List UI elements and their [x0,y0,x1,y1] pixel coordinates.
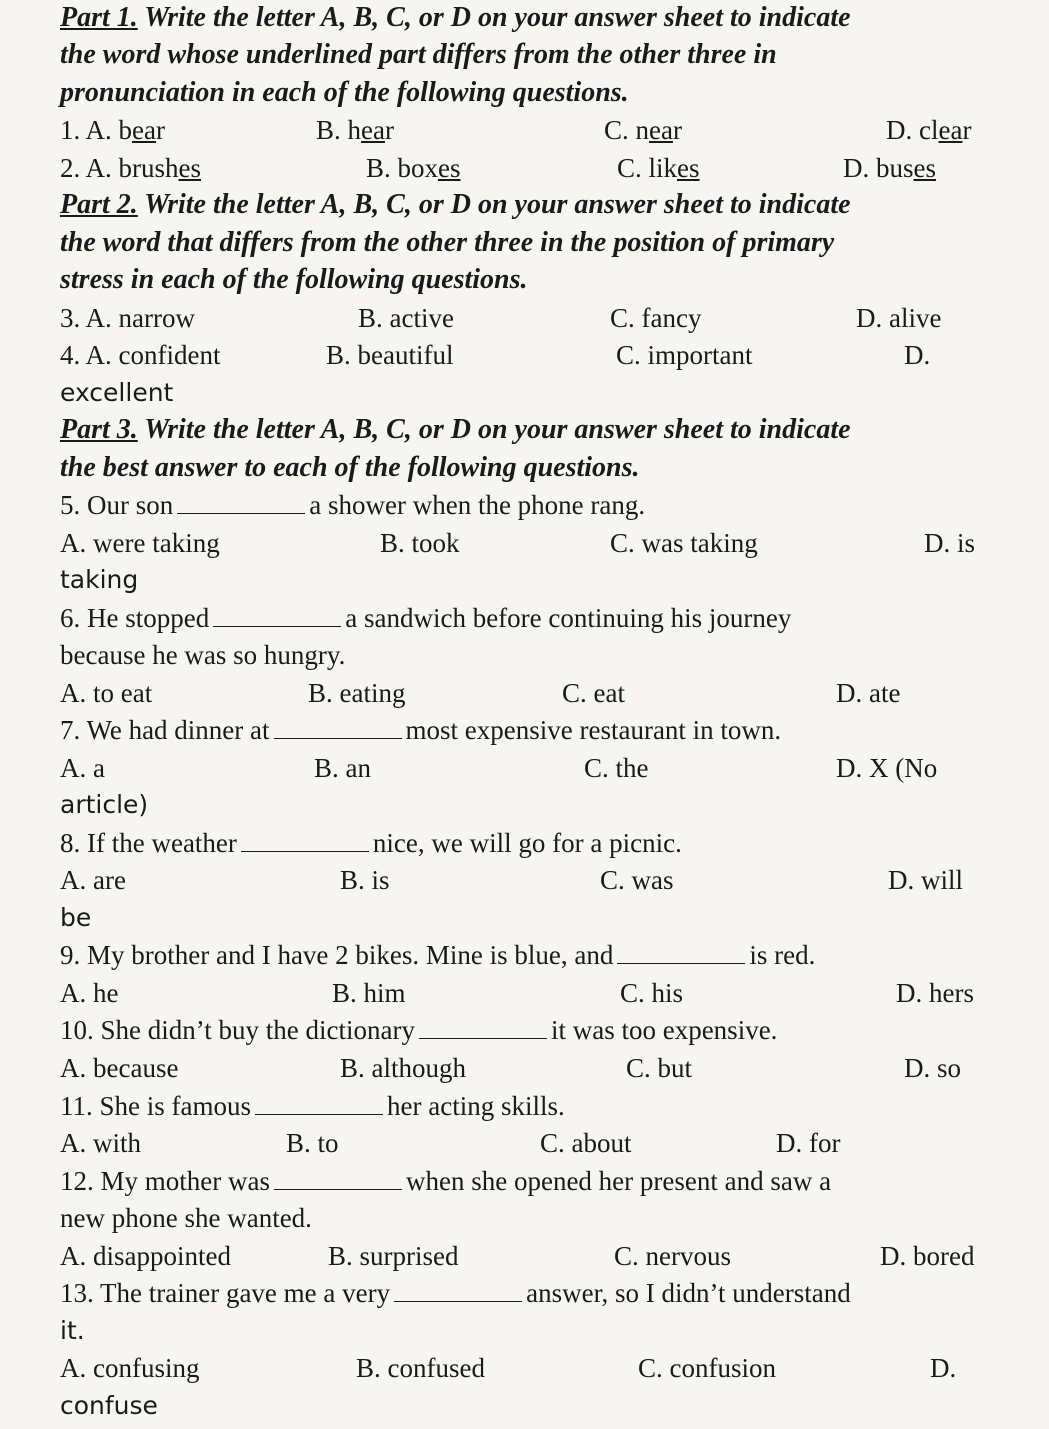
q13-pre: 13. The trainer gave me a very [60,1278,391,1308]
q11-option-d[interactable]: D. for [776,1128,841,1158]
part1-heading-line2: the word whose underlined part differs from the other three in [60,39,777,70]
q13-post: answer, so I didn’t understand [526,1278,851,1308]
q5-post: a shower when the phone rang. [309,490,646,520]
q7-option-c[interactable]: C. the [584,753,649,783]
q8-option-b[interactable]: B. is [340,865,390,895]
q1-a-post: r [155,115,165,145]
q11-pre: 11. She is famous [60,1091,251,1121]
q10-stem [60,1012,777,1048]
part1-label: Part 1. [60,2,138,33]
q5-option-d-wrap: taking [60,565,139,594]
q1-option-c[interactable] [604,112,682,148]
q6-stem-cont: because he was so hungry. [60,640,346,670]
q10-blank[interactable] [419,1016,547,1039]
part2-label: Part 2. [60,189,138,220]
q4-option-a[interactable]: 4. A. confident [60,340,221,370]
q10-option-c[interactable]: C. but [626,1053,693,1083]
q8-option-a[interactable]: A. are [60,865,126,895]
q3-option-d[interactable]: D. alive [856,303,942,333]
part3-label: Part 3. [60,414,138,445]
q7-pre: 7. We had dinner at [60,715,270,745]
q13-stem-cont: it. [60,1316,85,1345]
q9-pre: 9. My brother and I have 2 bikes. Mine is blue, and [60,940,614,970]
q1-b-pre: B. h [316,115,362,145]
q9-option-d[interactable]: D. hers [896,978,974,1008]
q6-pre: 6. He stopped [60,603,210,633]
q7-option-b[interactable]: B. an [314,753,371,783]
part3-heading-line1 [60,412,851,448]
q6-option-b[interactable]: B. eating [308,678,406,708]
q12-option-a[interactable]: A. disappointed [60,1241,231,1271]
q4-option-b[interactable]: B. beautiful [326,340,454,370]
q1-d-underlined: ea [938,115,963,145]
q8-option-d-wrap: be [60,903,92,932]
q6-stem [60,600,791,636]
q8-option-c[interactable]: C. was [600,865,674,895]
q2-a-underlined: es [178,153,202,183]
q3-option-b[interactable]: B. active [358,303,454,333]
q9-blank[interactable] [617,941,745,964]
q1-a-pre: A. b [85,115,133,145]
q9-option-c[interactable]: C. his [620,978,684,1008]
q7-option-d[interactable]: D. X (No [836,753,938,783]
q10-pre: 10. She didn’t buy the dictionary [60,1015,415,1045]
q12-stem-cont: new phone she wanted. [60,1203,312,1233]
q1-b-post: r [384,115,394,145]
q9-stem [60,937,815,973]
q2-b-underlined: es [438,153,461,183]
part2-heading-line3: stress in each of the following questions. [60,264,528,295]
q12-pre: 12. My mother was [60,1166,270,1196]
q5-blank[interactable] [177,491,305,514]
q7-stem [60,712,781,748]
part1-heading-line1 [60,0,851,36]
q1-c-pre: C. n [604,115,650,145]
q13-option-d-wrap: confuse [60,1391,158,1420]
q13-option-d[interactable]: D. [930,1353,957,1383]
part3-heading-line2: the best answer to each of the following questions. [60,452,640,483]
q9-post: is red. [749,940,816,970]
q3-option-c[interactable]: C. fancy [610,303,702,333]
q11-stem [60,1088,565,1124]
q6-option-a[interactable]: A. to eat [60,678,153,708]
q6-option-d[interactable]: D. ate [836,678,901,708]
q10-option-a[interactable]: A. because [60,1053,179,1083]
q11-option-a[interactable]: A. with [60,1128,141,1158]
q1-a-underlined: ea [132,115,156,145]
q7-option-a[interactable]: A. a [60,753,105,783]
q10-option-d[interactable]: D. so [904,1053,962,1083]
part2-text1: Write the letter A, B, C, or D on your answer sheet to indicate [137,189,851,220]
q2-c-underlined: es [677,153,700,183]
q4-option-c[interactable]: C. important [616,340,753,370]
q1-c-underlined: ea [649,115,673,145]
part2-heading-line1 [60,187,851,223]
q2-d-pre: D. bus [843,153,914,183]
q12-stem [60,1163,831,1199]
q13-blank[interactable] [394,1279,522,1302]
q2-b-pre: B. box [366,153,439,183]
q5-stem [60,487,645,523]
q8-stem [60,825,682,861]
q12-option-b[interactable]: B. surprised [328,1241,459,1271]
q7-post: most expensive restaurant in town. [405,715,782,745]
q7-blank[interactable] [274,716,402,739]
part2-heading-line2: the word that differs from the other three in the position of primary [60,227,835,258]
q5-option-b[interactable]: B. took [380,528,460,558]
q5-pre: 5. Our son [60,490,174,520]
q10-post: it was too expensive. [550,1015,778,1045]
q2-d-underlined: es [913,153,937,183]
q11-option-b[interactable]: B. to [286,1128,339,1158]
part3-text1: Write the letter A, B, C, or D on your answer sheet to indicate [137,414,851,445]
q13-option-b[interactable]: B. confused [356,1353,485,1383]
q13-option-c[interactable]: C. confusion [638,1353,776,1383]
part1-heading-line3: pronunciation in each of the following questions. [60,77,629,108]
part1-text1: Write the letter A, B, C, or D on your answer sheet to indicate [137,2,851,33]
q1-number: 1. [60,115,81,145]
q12-option-d[interactable]: D. bored [880,1241,975,1271]
q8-option-d[interactable]: D. will [888,865,964,895]
q1-c-post: r [672,115,682,145]
q2-c-pre: C. lik [617,153,678,183]
q2-option-b[interactable] [366,150,461,186]
q5-option-c[interactable]: C. was taking [610,528,758,558]
q5-option-d[interactable]: D. is [924,528,976,558]
q1-option-d[interactable] [886,112,971,148]
q12-blank[interactable] [274,1167,402,1190]
q8-blank[interactable] [241,829,369,852]
q5-option-a[interactable]: A. were taking [60,528,220,558]
q7-option-d-wrap: article) [60,790,149,819]
q1-b-underlined: ea [361,115,385,145]
q1-option-a[interactable] [60,112,165,148]
q6-option-c[interactable]: C. eat [562,678,625,708]
q13-option-a[interactable]: A. confusing [60,1353,200,1383]
q2-option-d[interactable] [843,150,936,186]
q2-a-pre: A. brush [85,153,179,183]
q3-option-a[interactable]: 3. A. narrow [60,303,195,333]
q1-d-pre: D. cl [886,115,939,145]
q2-option-a[interactable] [60,150,201,186]
q4-option-d-wrap: excellent [60,378,174,407]
q8-pre: 8. If the weather [60,828,237,858]
q2-number: 2. [60,153,81,183]
q4-option-d[interactable]: D. [904,340,931,370]
q8-post: nice, we will go for a picnic. [372,828,682,858]
q11-post: her acting skills. [387,1091,565,1121]
q2-option-c[interactable] [617,150,700,186]
q1-option-b[interactable] [316,112,394,148]
q11-blank[interactable] [255,1092,383,1115]
q12-option-c[interactable]: C. nervous [614,1241,731,1271]
q1-d-post: r [962,115,972,145]
q13-stem [60,1275,851,1311]
q11-option-c[interactable]: C. about [540,1128,632,1158]
q9-option-a[interactable]: A. he [60,978,119,1008]
q10-option-b[interactable]: B. although [340,1053,466,1083]
q12-post: when she opened her present and saw a [405,1166,832,1196]
q6-post: a sandwich before continuing his journey [345,603,792,633]
q6-blank[interactable] [213,604,341,627]
q9-option-b[interactable]: B. him [332,978,406,1008]
